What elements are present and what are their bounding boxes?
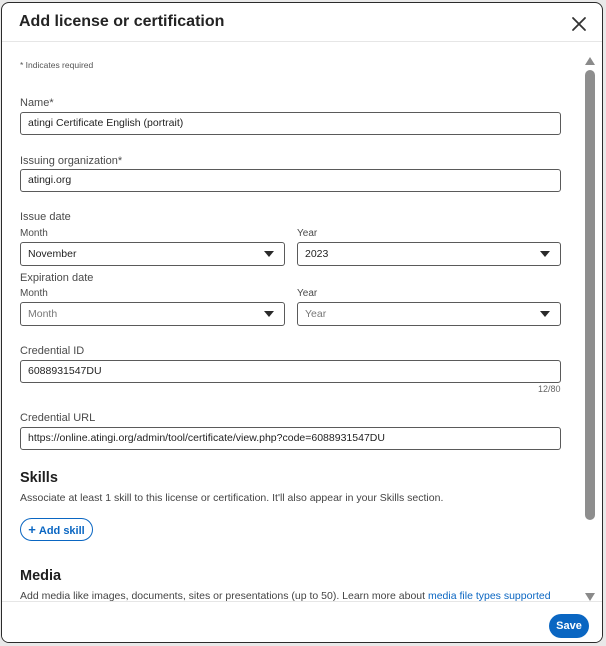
credential-id-counter: 12/80 [538,384,561,394]
add-skill-label: Add skill [38,525,85,537]
media-file-types-link[interactable]: media file types supported [427,590,551,601]
skills-description: Associate at least 1 skill to this license or certification. It'll also appear in your Skills section. [20,492,444,504]
expiration-year-label: Year [297,288,318,299]
chevron-down-icon [540,311,550,317]
add-skill-button[interactable] [20,518,93,541]
credential-id-label: Credential ID [20,345,85,357]
dialog-title: Add license or certification [19,13,225,30]
skills-heading: Skills [20,470,58,486]
issue-year-select[interactable] [297,242,561,266]
plus-icon: + [28,522,36,537]
credential-id-input[interactable]: 6088931547DU [20,360,561,383]
expiration-month-label: Month [20,288,48,299]
issue-year-label: Year [297,228,318,239]
save-button[interactable]: Save [549,614,589,638]
close-icon[interactable] [570,15,588,33]
dialog-body [2,42,582,601]
name-label: Name* [20,97,54,109]
issue-month-select[interactable] [20,242,285,266]
name-input[interactable]: atingi Certificate English (portrait) [20,112,561,135]
add-license-dialog [1,2,603,643]
expiration-date-label: Expiration date [20,272,94,284]
issue-month-label: Month [20,228,48,239]
chevron-down-icon [264,251,274,257]
media-description [20,590,551,601]
dialog-header [2,3,602,42]
credential-url-input[interactable]: https://online.atingi.org/admin/tool/certificate/view.php?code=6088931547DU [20,427,561,450]
expiration-year-placeholder: Year [305,308,327,320]
expiration-month-select[interactable] [20,302,285,326]
dialog-footer [2,601,602,643]
scrollbar[interactable] [583,48,597,601]
chevron-down-icon [540,251,550,257]
expiration-year-select[interactable] [297,302,561,326]
scroll-down-arrow-icon[interactable] [585,588,595,596]
issue-year-value: 2023 [305,248,329,260]
credential-url-label: Credential URL [20,412,96,424]
scroll-up-arrow-icon[interactable] [585,52,595,60]
required-note: * Indicates required [20,60,94,70]
scrollbar-thumb[interactable] [585,70,595,520]
media-description-text: Add media like images, documents, sites or presentations (up to 50). Learn more about [20,590,428,601]
issue-date-label: Issue date [20,211,71,223]
media-heading: Media [20,568,62,584]
expiration-month-placeholder: Month [28,308,58,320]
issuing-org-input[interactable]: atingi.org [20,169,561,192]
issuing-org-label: Issuing organization* [20,155,123,167]
chevron-down-icon [264,311,274,317]
issue-month-value: November [28,248,77,260]
